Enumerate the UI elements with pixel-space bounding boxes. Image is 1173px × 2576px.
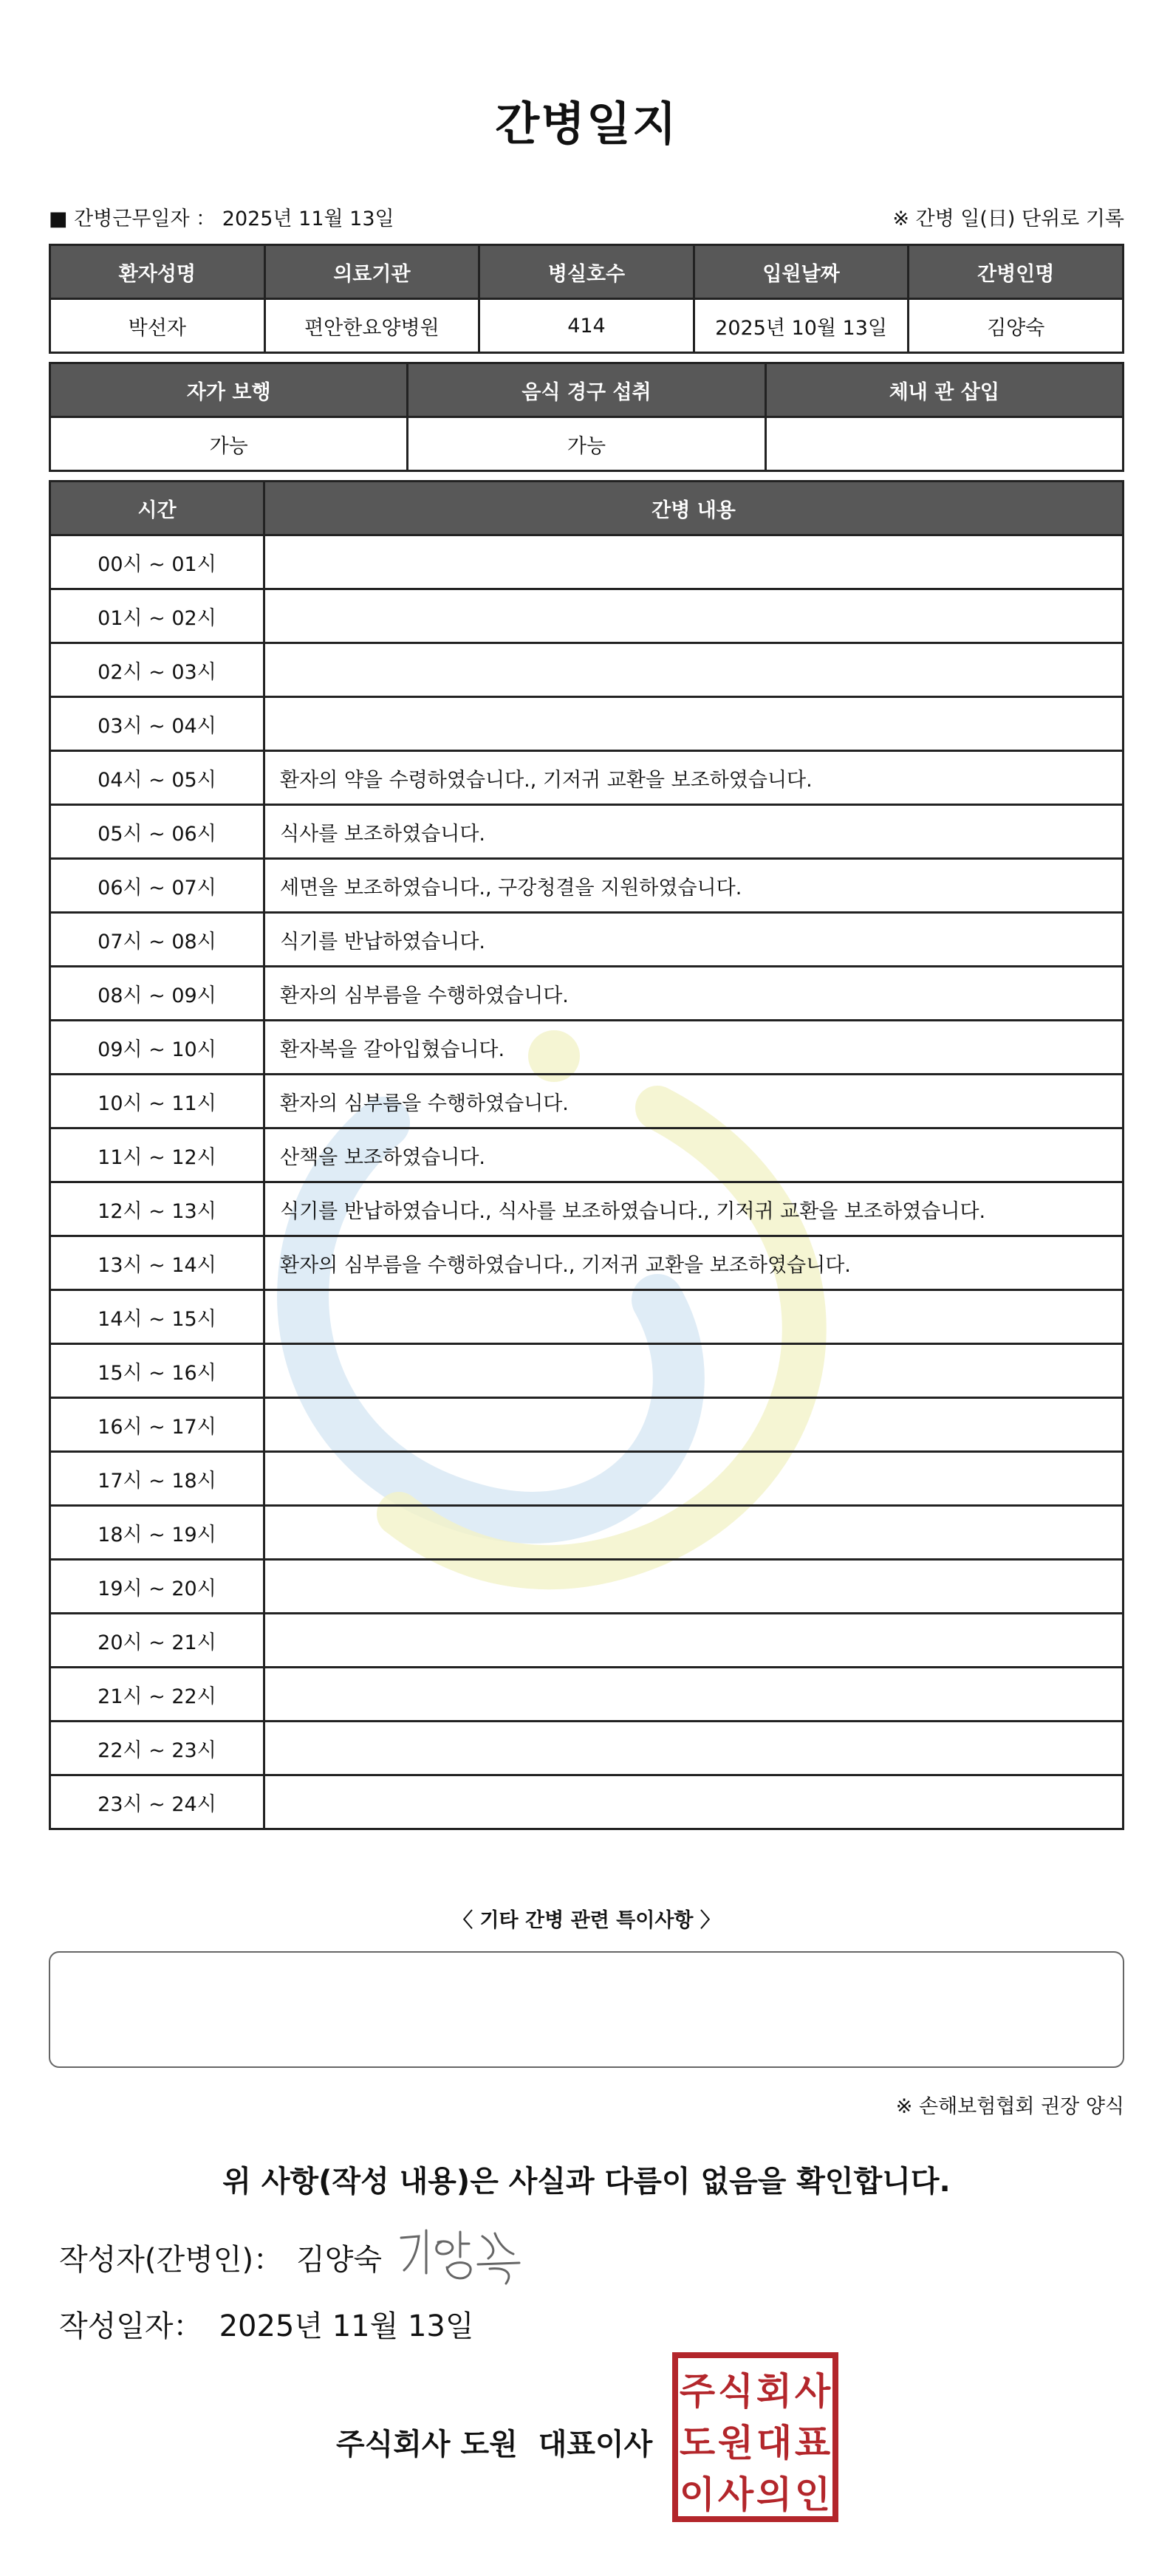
- time-slot: 13시 ~ 14시: [50, 1236, 264, 1290]
- header-admission-date: 입원날짜: [694, 245, 909, 299]
- table-row: [50, 1506, 1124, 1560]
- table-row: [50, 589, 1124, 643]
- admission-date: 2025년 10월 13일: [694, 299, 909, 353]
- table-row: [50, 751, 1124, 805]
- patient-name: 박선자: [50, 299, 265, 353]
- care-content: 환자의 심부름을 수행하였습니다., 기저귀 교환을 보조하였습니다.: [264, 1236, 1124, 1290]
- confirmation-statement: 위 사항(작성 내용)은 사실과 다름이 없음을 확인합니다.: [222, 2165, 951, 2199]
- status-header-row: [50, 363, 1124, 417]
- table-row: [50, 1021, 1124, 1075]
- time-slot: 22시 ~ 23시: [50, 1722, 264, 1775]
- record-unit-note: ※ 간병 일(日) 단위로 기록: [892, 208, 1124, 230]
- header-institution: 의료기관: [264, 245, 479, 299]
- table-row: [50, 1128, 1124, 1182]
- table-row: [50, 697, 1124, 751]
- care-content: [264, 1722, 1124, 1775]
- header-self-walking: 자가 보행: [50, 363, 408, 417]
- writer-name: 김양숙: [296, 2243, 382, 2277]
- care-content: [264, 589, 1124, 643]
- company-name: 주식회사 도원: [336, 2428, 518, 2462]
- time-slot: 10시 ~ 11시: [50, 1075, 264, 1128]
- table-row: [50, 1775, 1124, 1829]
- self-walking-value: 가능: [50, 417, 408, 471]
- table-row: [50, 1236, 1124, 1290]
- care-content: [264, 1398, 1124, 1452]
- care-content: [264, 1344, 1124, 1398]
- header-time: 시간: [50, 482, 264, 535]
- header-oral-intake: 음식 경구 섭취: [408, 363, 765, 417]
- seal-character: 이: [679, 2473, 716, 2516]
- care-content: [264, 1452, 1124, 1506]
- care-content: 환자의 심부름을 수행하였습니다.: [264, 1075, 1124, 1128]
- seal-character: 원: [717, 2422, 754, 2464]
- company-seal: [672, 2352, 838, 2522]
- table-row: [50, 535, 1124, 589]
- table-row: [50, 1722, 1124, 1775]
- table-row: [50, 1182, 1124, 1236]
- oral-intake-value: 가능: [408, 417, 765, 471]
- patient-info-header-row: [50, 245, 1124, 299]
- time-slot: 06시 ~ 07시: [50, 859, 264, 913]
- care-content: 환자복을 갈아입혔습니다.: [264, 1021, 1124, 1075]
- time-slot: 14시 ~ 15시: [50, 1290, 264, 1344]
- care-content: 식기를 반납하였습니다., 식사를 보조하였습니다., 기저귀 교환을 보조하였습니다.: [264, 1182, 1124, 1236]
- seal-character: 의: [756, 2473, 793, 2516]
- institution: 편안한요양병원: [264, 299, 479, 353]
- care-content: [264, 1668, 1124, 1722]
- care-log-header-row: [50, 482, 1124, 535]
- time-slot: 15시 ~ 16시: [50, 1344, 264, 1398]
- patient-info-table: [49, 244, 1124, 354]
- time-slot: 05시 ~ 06시: [50, 805, 264, 859]
- time-slot: 00시 ~ 01시: [50, 535, 264, 589]
- seal-character: 회: [756, 2370, 793, 2413]
- seal-character: 도: [679, 2422, 716, 2464]
- table-row: [50, 1075, 1124, 1128]
- time-slot: 16시 ~ 17시: [50, 1398, 264, 1452]
- time-slot: 17시 ~ 18시: [50, 1452, 264, 1506]
- time-slot: 19시 ~ 20시: [50, 1560, 264, 1614]
- page-title: 간병일지: [495, 97, 678, 151]
- seal-character: 사: [794, 2370, 831, 2413]
- care-content: 환자의 약을 수령하였습니다., 기저귀 교환을 보조하였습니다.: [264, 751, 1124, 805]
- written-date-line: [59, 2303, 474, 2345]
- time-slot: 08시 ~ 09시: [50, 967, 264, 1021]
- handwritten-signature: [395, 2222, 528, 2288]
- time-slot: 23시 ~ 24시: [50, 1775, 264, 1829]
- ceo-title: 대표이사: [538, 2428, 653, 2462]
- time-slot: 09시 ~ 10시: [50, 1021, 264, 1075]
- date-value: 2025년 11월 13일: [219, 2309, 474, 2343]
- table-row: [50, 1614, 1124, 1668]
- header-patient-name: 환자성명: [50, 245, 265, 299]
- care-content: [264, 1290, 1124, 1344]
- seal-character: 표: [794, 2422, 831, 2464]
- date-label: 작성일자：: [59, 2309, 203, 2343]
- care-content: [264, 1614, 1124, 1668]
- table-row: [50, 1398, 1124, 1452]
- care-log-rows: [50, 535, 1124, 1829]
- table-row: [50, 859, 1124, 913]
- header-care-content: 간병 내용: [264, 482, 1124, 535]
- table-row: [50, 1344, 1124, 1398]
- care-content: [264, 643, 1124, 697]
- care-content: 산책을 보조하였습니다.: [264, 1128, 1124, 1182]
- work-date-label: ■ 간병근무일자 ：: [49, 208, 216, 230]
- care-content: [264, 697, 1124, 751]
- care-content: 식사를 보조하였습니다.: [264, 805, 1124, 859]
- writer-label: 작성자(간병인)：: [59, 2243, 284, 2277]
- time-slot: 21시 ~ 22시: [50, 1668, 264, 1722]
- care-content: [264, 1560, 1124, 1614]
- table-row: [50, 1668, 1124, 1722]
- time-slot: 04시 ~ 05시: [50, 751, 264, 805]
- time-slot: 11시 ~ 12시: [50, 1128, 264, 1182]
- care-content: [264, 1506, 1124, 1560]
- patient-status-table: [49, 362, 1124, 472]
- tube-insertion-value: [765, 417, 1123, 471]
- header-caregiver-name: 간병인명: [909, 245, 1124, 299]
- table-row: [50, 913, 1124, 967]
- writer-line: [59, 2236, 382, 2278]
- table-row: [50, 643, 1124, 697]
- table-row: [50, 967, 1124, 1021]
- time-slot: 03시 ~ 04시: [50, 697, 264, 751]
- caregiver-name: 김양숙: [909, 299, 1124, 353]
- seal-character: 사: [717, 2473, 754, 2516]
- care-content: [264, 535, 1124, 589]
- table-row: [50, 1452, 1124, 1506]
- work-date-line: [49, 202, 394, 231]
- company-line: [336, 2421, 652, 2463]
- recommended-form-note: ※ 손해보험협회 권장 양식: [895, 2095, 1124, 2118]
- care-content: 환자의 심부름을 수행하였습니다.: [264, 967, 1124, 1021]
- care-content: [264, 1775, 1124, 1829]
- header-tube-insertion: 체내 관 삽입: [765, 363, 1123, 417]
- room-number: 414: [479, 299, 694, 353]
- remarks-title: 〈 기타 간병 관련 특이사항 〉: [453, 1909, 720, 1932]
- time-slot: 12시 ~ 13시: [50, 1182, 264, 1236]
- work-date-value: 2025년 11월 13일: [222, 208, 394, 230]
- header-room-number: 병실호수: [479, 245, 694, 299]
- seal-character: 식: [717, 2370, 754, 2413]
- patient-info-value-row: [50, 299, 1124, 353]
- time-slot: 02시 ~ 03시: [50, 643, 264, 697]
- care-content: 세면을 보조하였습니다., 구강청결을 지원하였습니다.: [264, 859, 1124, 913]
- care-content: 식기를 반납하였습니다.: [264, 913, 1124, 967]
- time-slot: 01시 ~ 02시: [50, 589, 264, 643]
- care-log-table: [49, 480, 1124, 1830]
- status-value-row: [50, 417, 1124, 471]
- seal-character: 대: [756, 2422, 793, 2464]
- time-slot: 20시 ~ 21시: [50, 1614, 264, 1668]
- remarks-box: [49, 1951, 1124, 2068]
- time-slot: 18시 ~ 19시: [50, 1506, 264, 1560]
- table-row: [50, 1560, 1124, 1614]
- seal-character: 주: [679, 2370, 716, 2413]
- time-slot: 07시 ~ 08시: [50, 913, 264, 967]
- table-row: [50, 805, 1124, 859]
- table-row: [50, 1290, 1124, 1344]
- seal-character: 인: [794, 2473, 831, 2516]
